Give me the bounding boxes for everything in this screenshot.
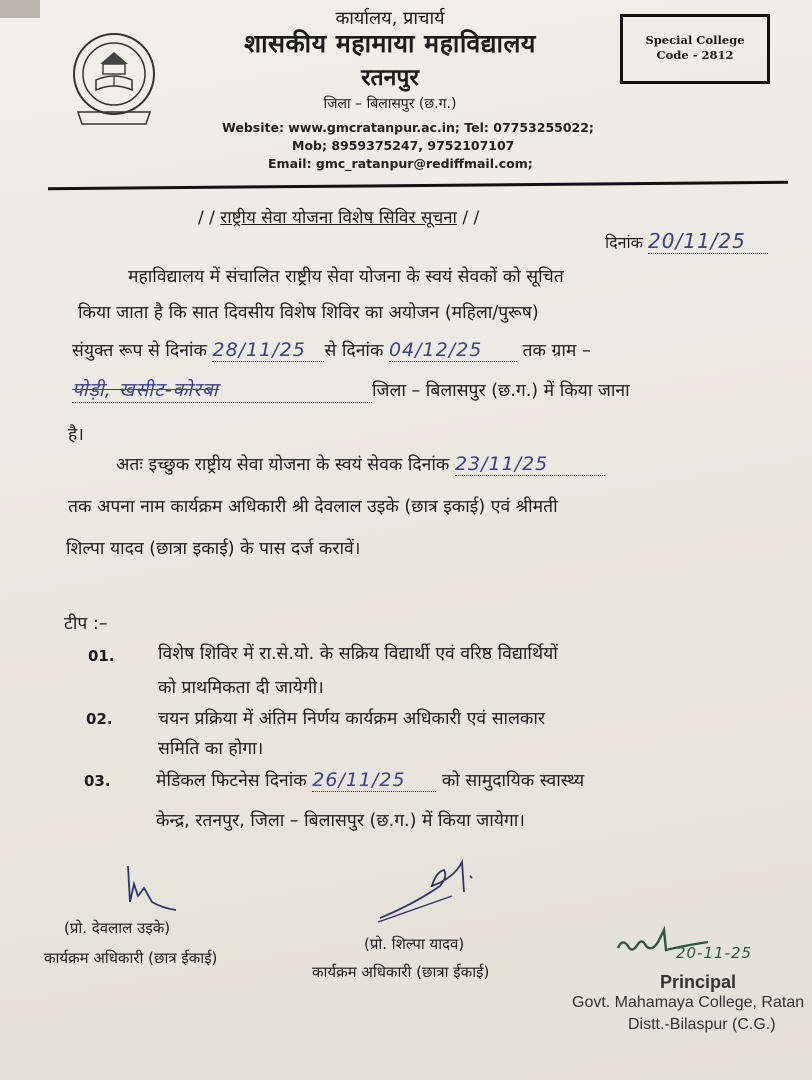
para1-line3-b: से दिनांक: [324, 341, 384, 361]
tip-2-line2: समिति का होगा।: [158, 739, 264, 759]
tip-2-line1: चयन प्रक्रिया में अंतिम निर्णय कार्यक्रम अधिकारी एवं सालकार: [158, 709, 546, 729]
college-town: रतनपुर: [361, 65, 419, 91]
date-label: दिनांक: [605, 233, 643, 252]
paper-edge-shadow: [0, 0, 40, 18]
office-heading: कार्यालय, प्राचार्य: [335, 8, 445, 29]
signatory-1-role: कार्यक्रम अधिकारी (छात्र ईकाई): [44, 949, 218, 967]
header-divider: [48, 181, 788, 190]
para1-line3: [72, 338, 591, 362]
college-code-box: [620, 14, 770, 84]
para2-line2: तक अपना नाम कार्यक्रम अधिकारी श्री देवलाल उइके (छात्र इकाई) एवं श्रीमती: [68, 497, 558, 517]
tip-1-line1: विशेष शिविर में रा.से.यो. के सक्रिय विद्यार्थी एवं वरिष्ठ विद्यार्थियों: [158, 644, 558, 664]
para1-line1: महाविद्यालय में संचालित राष्ट्रीय सेवा योजना के स्वयं सेवकों को सूचित: [128, 267, 564, 287]
tip-3-line1-b: को सामुदायिक स्वास्थ्य: [441, 771, 585, 791]
signatory-2-role: कार्यक्रम अधिकारी (छात्रा ईकाई): [312, 963, 490, 981]
para1-line5: है।: [68, 425, 84, 445]
college-name: शासकीय महामाया महाविद्यालय: [244, 29, 536, 58]
email-line: Email: gmc_ratanpur@rediffmail.com;: [268, 156, 533, 171]
website-line: Website: www.gmcratanpur.ac.in; Tel: 07753255022;: [222, 120, 594, 135]
principal-sign-date: 20-11-25: [676, 944, 753, 962]
signature-2: [374, 856, 494, 926]
principal-title: Principal: [660, 972, 737, 992]
para2-line3: शिल्पा यादव (छात्रा इकाई) के पास दर्ज करावें।: [66, 539, 361, 559]
signatory-1-name: (प्रो. देवलाल उइके): [64, 919, 171, 937]
signature-1: [118, 862, 188, 922]
code-box-line2: Code - 2812: [656, 48, 734, 62]
college-seal-logo: [70, 28, 158, 130]
title-suffix: / /: [462, 208, 480, 228]
para1-line3-c: तक ग्राम –: [522, 341, 591, 361]
tip-1-number: 01.: [88, 647, 115, 665]
para1-line2: किया जाता है कि सात दिवसीय विशेष शिविर का अयोजन (महिला/पुरूष): [78, 303, 539, 323]
notice-date: [605, 229, 768, 254]
camp-start-date: 28/11/25: [212, 339, 324, 362]
mobile-line: Mob; 8959375247, 9752107107: [292, 138, 515, 153]
para1-line3-a: संयुक्त रूप से दिनांक: [72, 341, 207, 361]
tip-2-number: 02.: [86, 710, 113, 728]
title-text: राष्ट्रीय सेवा योजना विशेष सिविर सूचना: [220, 208, 457, 228]
tip-3-line1-a: मेडिकल फिटनेस दिनांक: [156, 771, 307, 791]
notice-title: [198, 205, 479, 228]
date-value: 20/11/25: [648, 229, 768, 254]
tips-heading: टीप :–: [64, 614, 108, 634]
para2-line1-a: अतः इच्छुक राष्ट्रीय सेवा योजना के स्वयं सेवक दिनांक: [116, 455, 450, 475]
tip-3-number: 03.: [84, 772, 111, 790]
principal-college: Govt. Mahamaya College, Ratan: [572, 994, 805, 1011]
para1-line4: [72, 376, 630, 403]
signatory-2-name: (प्रो. शिल्पा यादव): [364, 935, 465, 953]
para1-line4-text: जिला – बिलासपुर (छ.ग.) में किया जाना: [372, 381, 630, 401]
tip-3-line1: [156, 768, 584, 792]
fitness-date: 26/11/25: [312, 769, 436, 792]
tip-1-line2: को प्राथमिकता दी जायेगी।: [158, 678, 324, 698]
register-by-date: 23/11/25: [455, 453, 605, 476]
tip-3-line2: केन्द्र, रतनपुर, जिला – बिलासपुर (छ.ग.) में किया जायेगा।: [156, 811, 525, 831]
title-prefix: / /: [198, 208, 215, 228]
college-district: जिला – बिलासपुर (छ.ग.): [323, 96, 457, 112]
code-box-line1: Special College: [645, 33, 745, 47]
camp-end-date: 04/12/25: [389, 339, 517, 362]
principal-district: Distt.-Bilaspur (C.G.): [628, 1016, 776, 1033]
village-name: पोड़ी, खसीट-कोरबा: [72, 376, 372, 403]
para2-line1: [116, 452, 605, 476]
